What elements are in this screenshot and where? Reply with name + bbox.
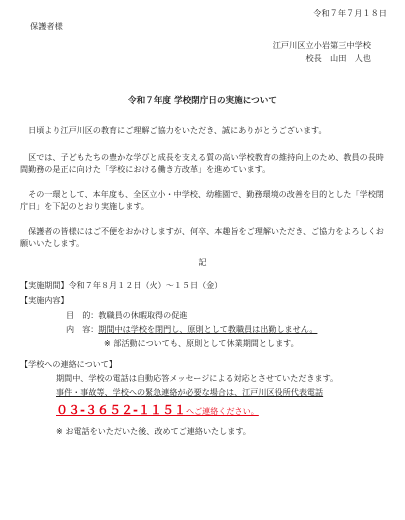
period-label: 【実施期間】 <box>20 280 69 290</box>
school-name: 江戸川区立小岩第三中学校 <box>272 40 371 50</box>
ki-heading: 記 <box>198 257 207 267</box>
purpose-value: 教職員の休暇取得の促進 <box>98 310 188 320</box>
contact-heading: 【学校への連絡について】 <box>20 359 117 369</box>
body-paragraph-reform: 区では、子どもたちの豊かな学びと成長を支える質の高い学校教育の維持向上のため、教員の長時間勤務の是正に向けた「学校における働き方改革」を進めています。 <box>20 152 384 175</box>
purpose-label: 目 的： <box>66 310 99 320</box>
body-paragraph-closure: その一環として、本年度も、全区立小・中学校、幼稚園で、勤務環境の改善を目的とした「学校閉庁日」を下記のとおり実施します。 <box>20 189 384 212</box>
contact-line-auto-response: 期間中、学校の電話は自動応答メッセージによる対応とさせていただきます。 <box>56 373 339 383</box>
period-value: 令和７年８月１２日（火）～１５日（金） <box>68 280 223 290</box>
letter-recipient: 保護者様 <box>30 21 63 31</box>
emergency-phone-number[interactable]: ０３-３６５２-１１５１ <box>56 403 186 417</box>
period-line <box>20 280 222 291</box>
contact-request-text: へご連絡ください。 <box>185 406 259 416</box>
body-paragraph-request: 保護者の皆様にはご不便をおかけしますが、何卒、本趣旨をご理解いただき、ご協力をよろしくお願いいたします。 <box>20 226 384 249</box>
content-line <box>66 324 317 335</box>
purpose-line <box>66 310 187 321</box>
content-item-value: 期間中は学校を閉門し、原則として教職員は出勤しません。 <box>98 324 318 334</box>
content-item-label: 内 容： <box>66 324 99 334</box>
principal-name: 校長 山田 人也 <box>305 53 371 63</box>
contact-line-emergency: 事件・事故等、学校への緊急連絡が必要な場合は、江戸川区役所代表電話 <box>56 387 324 397</box>
body-paragraph-greeting: 日頃より江戸川区の教育にご理解ご協力をいただき、誠にありがとうございます。 <box>28 125 327 135</box>
contact-note: ※ お電話をいただいた後、改めてご連絡いたします。 <box>56 426 251 436</box>
contact-phone-line <box>56 402 259 419</box>
content-heading: 【実施内容】 <box>20 295 69 305</box>
letter-subject: 令和７年度 学校閉庁日の実施について <box>128 96 277 106</box>
letter-date: 令和７年７月１８日 <box>313 8 387 18</box>
club-note: ※ 部活動についても、原則として休業期間とします。 <box>104 338 299 348</box>
